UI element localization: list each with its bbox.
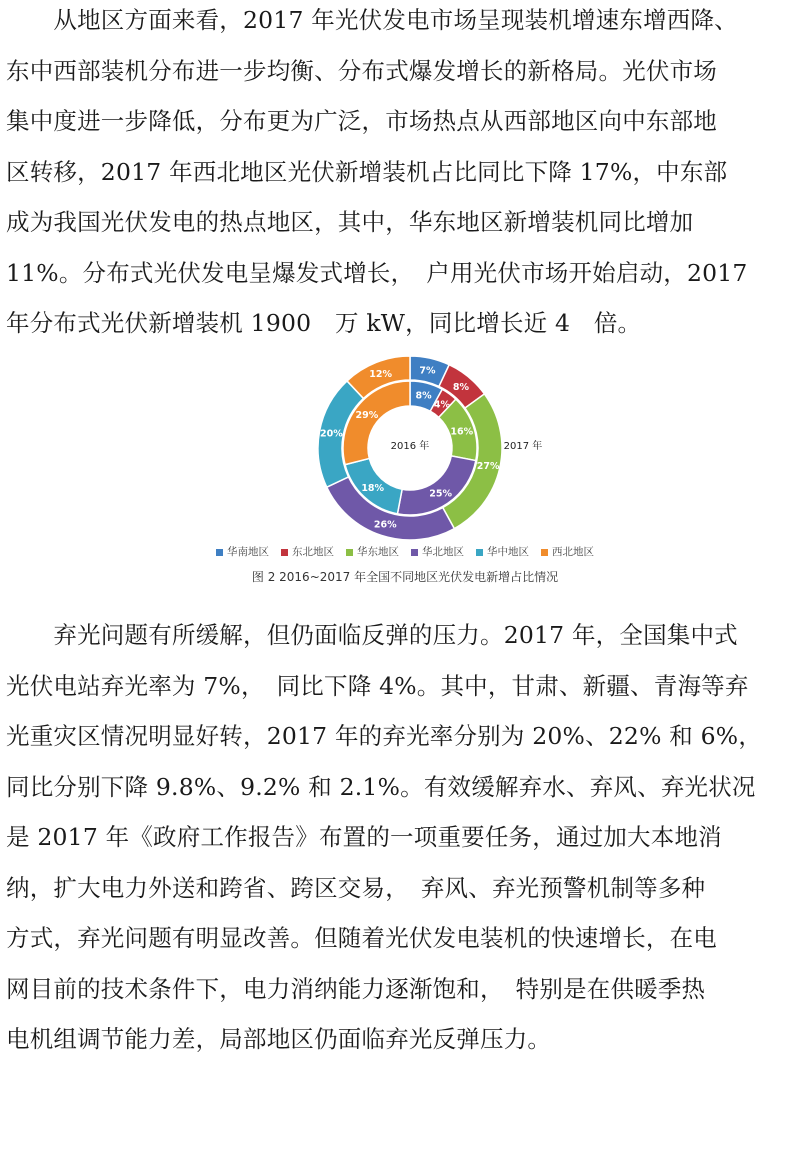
paragraph-regional-development — [6, 0, 776, 349]
legend-label: 华北地区 — [422, 546, 464, 558]
slice-label-inner-4: 18% — [361, 483, 385, 495]
slice-label-outer-2: 27% — [476, 461, 500, 472]
legend-label: 西北地区 — [552, 546, 594, 558]
slice-label-inner-1: 4% — [433, 399, 451, 411]
slice-label-outer-0: 7% — [419, 365, 436, 377]
legend-swatch — [346, 549, 353, 556]
donut-chart — [205, 355, 605, 540]
legend-label: 东北地区 — [292, 546, 334, 558]
figure-caption: 图 2 2016~2017 年全国不同地区光伏发电新增占比情况 — [251, 570, 559, 584]
text-line: 是 2017 年《政府工作报告》布置的一项重要任务，通过加大本地消 — [6, 823, 722, 851]
text-line: 网目前的技术条件下，电力消纳能力逐渐饱和， 特别是在供暖季热 — [6, 974, 706, 1003]
slice-label-outer-3: 26% — [373, 519, 397, 531]
outer-ring-label: 2017 年 — [503, 441, 543, 452]
legend-swatch — [541, 549, 548, 556]
legend-item — [216, 544, 269, 559]
figure-donut-chart — [205, 355, 605, 595]
text-line: 年分布式光伏新增装机 1900 万 kW，同比增长近 4 倍。 — [6, 309, 642, 337]
legend-item — [411, 544, 464, 559]
legend-item — [281, 544, 334, 559]
slice-label-inner-0: 8% — [415, 390, 432, 402]
text-line: 纳，扩大电力外送和跨省、跨区交易， 弃风、弃光预警机制等多种 — [6, 873, 706, 902]
text-line: 同比分别下降 9.8%、9.2% 和 2.1%。有效缓解弃水、弃风、弃光状况 — [6, 772, 756, 801]
text-line: 集中度进一步降低，分布更为广泛，市场热点从西部地区向中东部地 — [6, 107, 717, 135]
text-line: 11%。分布式光伏发电呈爆发式增长， 户用光伏市场开始启动，2017 — [6, 258, 748, 287]
legend-swatch — [476, 549, 483, 556]
slice-label-outer-4: 20% — [320, 428, 343, 440]
slice-label-inner-3: 25% — [429, 488, 452, 500]
slice-label-outer-5: 12% — [369, 369, 392, 381]
legend-swatch — [216, 549, 223, 556]
text-line: 区转移，2017 年西北地区光伏新增装机占比同比下降 17%，中东部 — [6, 157, 728, 186]
legend-swatch — [281, 549, 288, 556]
legend-label: 华中地区 — [487, 546, 529, 558]
legend-label: 华东地区 — [357, 546, 399, 558]
text-line: 东中西部装机分布进一步均衡、分布式爆发增长的新格局。光伏市场 — [6, 56, 717, 85]
text-line: 方式，弃光问题有明显改善。但随着光伏发电装机的快速增长，在电 — [6, 924, 717, 952]
inner-ring-label: 2016 年 — [390, 441, 430, 452]
chart-legend — [205, 544, 605, 559]
paragraph-curtailment — [6, 610, 776, 1065]
slice-label-inner-5: 29% — [355, 410, 379, 422]
text-line: 成为我国光伏发电的热点地区，其中，华东地区新增装机同比增加 — [6, 208, 694, 236]
legend-item — [346, 544, 399, 559]
text-line: 光伏电站弃光率为 7%， 同比下降 4%。其中，甘肃、新疆、青海等弃 — [6, 671, 749, 700]
legend-item — [541, 544, 594, 559]
legend-label: 华南地区 — [227, 546, 269, 558]
text-line: 光重灾区情况明显好转，2017 年的弃光率分别为 20%、22% 和 6%， — [6, 722, 763, 750]
slice-label-inner-2: 16% — [450, 426, 474, 438]
legend-item — [476, 544, 529, 559]
text-line: 弃光问题有所缓解，但仍面临反弹的压力。2017 年，全国集中式 — [6, 621, 738, 649]
text-line: 从地区方面来看，2017 年光伏发电市场呈现装机增速东增西降、 — [6, 6, 738, 34]
legend-swatch — [411, 549, 418, 556]
slice-label-outer-1: 8% — [452, 381, 470, 393]
text-line: 电机组调节能力差，局部地区仍面临弃光反弹压力。 — [6, 1025, 552, 1053]
